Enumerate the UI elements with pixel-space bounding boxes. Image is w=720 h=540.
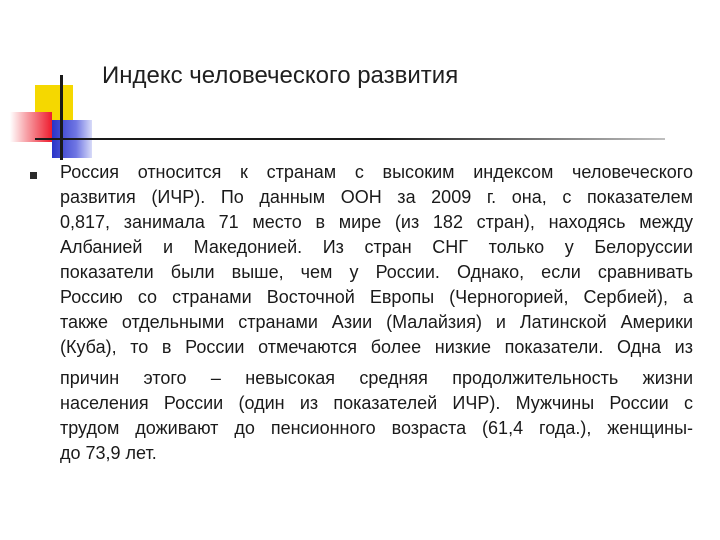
paragraph-line: развития (ИЧР). По данным ООН за 2009 г. она, с показателем — [60, 187, 693, 207]
body-paragraph — [60, 160, 693, 466]
paragraph-line: до 73,9 лет. — [60, 443, 157, 463]
paragraph-line: (Куба), то в России отмечаются более низкие показатели. Одна из — [60, 337, 693, 357]
paragraph-line: трудом доживают до пенсионного возраста (61,4 года.), женщины- — [60, 418, 693, 438]
paragraph-line: населения России (один из показателей ИЧР). Мужчины России с — [60, 393, 693, 413]
paragraph-line: Россия относится к странам с высоким индексом человеческого — [60, 162, 693, 182]
title-underline-rule — [35, 138, 665, 140]
decorative-logo — [0, 0, 110, 170]
paragraph-line: 0,817, занимала 71 место в мире (из 182 стран), находясь между — [60, 212, 693, 232]
paragraph-line: показатели были выше, чем у России. Однако, если сравнивать — [60, 262, 693, 282]
paragraph-line: Албанией и Македонией. Из стран СНГ только у Белоруссии — [60, 237, 693, 257]
vertical-rule — [60, 75, 63, 160]
bullet-marker-icon — [30, 172, 37, 179]
paragraph-line: причин этого – невысокая средняя продолжительность жизни — [60, 368, 693, 388]
paragraph-line: Россию со странами Восточной Европы (Черногорией, Сербией), а — [60, 287, 693, 307]
slide-title: Индекс человеческого развития — [102, 62, 459, 89]
paragraph-line: также отдельными странами Азии (Малайзия) и Латинской Америки — [60, 312, 693, 332]
